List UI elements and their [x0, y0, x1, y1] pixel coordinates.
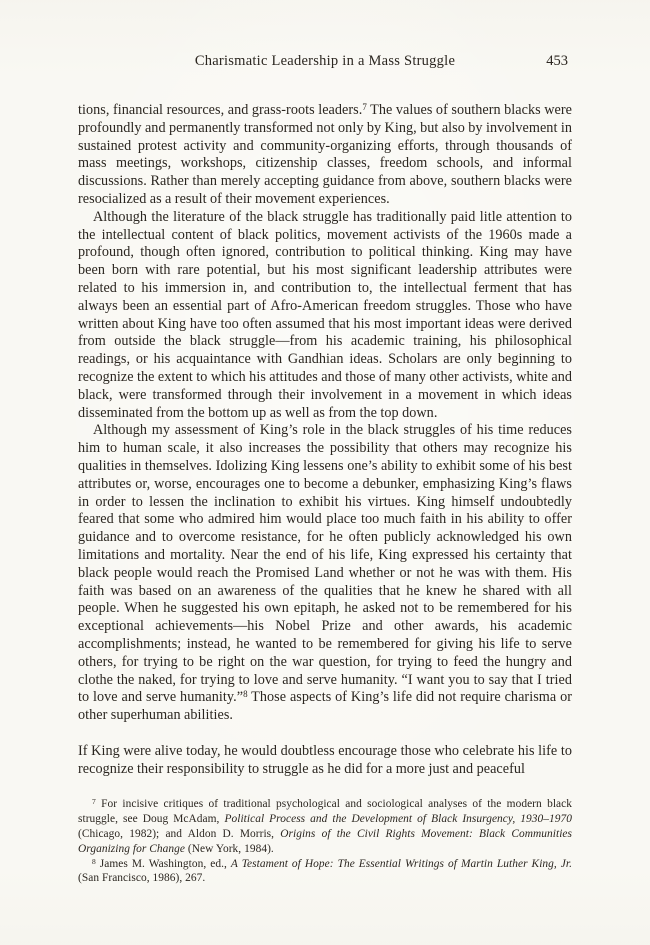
- paragraph: Although the literature of the black struggle has traditionally paid litle attention to the intellectual content of black politics, movement activists of the 1960s made a profound, though often ignored, contribution to political thinking. King may have been born with rare potential, but his most significant leadership attributes were related to his immersion in, and contribution to, the intellectual ferment that has always been an essential part of Afro-American freedom struggles. Those who have written about King have too often assumed that his most important ideas were derived from outside the black struggle—from his academic training, his philosophical readings, or his acquaintance with Gandhian ideas. Scholars are only beginning to recognize the extent to which his attitudes and those of many other activists, white and black, were transformed through their involvement in a movement in which ideas disseminated from the bottom up as well as from the top down.: [78, 208, 572, 421]
- article-body: [78, 102, 572, 778]
- footnote-text: For incisive critiques of traditional psychological and sociological analyses of the modern black struggle, see Doug McAdam,: [78, 798, 572, 826]
- footnote-text: (New York, 1984).: [184, 842, 274, 855]
- paragraph-text: Those aspects of King’s life did not require charisma or other superhuman abilities.: [78, 689, 572, 724]
- paragraph: [78, 422, 572, 725]
- paragraph-text: The values of southern blacks were profoundly and permanently transformed not only by King, but also by involvement in sustained protest activity and community-organizing efforts, through thousands of mass meetings, workshops, citizenship classes, freedom schools, and informal discussions. Rather than merely accepting guidance from above, southern blacks were resocialized as a result of their movement experiences.: [78, 102, 572, 207]
- footnote-7: [78, 797, 572, 856]
- book-title: A Testament of Hope: The Essential Writings of Martin Luther King, Jr.: [230, 857, 573, 870]
- footnote-ref-8: 8: [243, 689, 248, 700]
- footnote-ref-7: 7: [362, 102, 367, 112]
- book-title: Political Process and the Development of Black Insurgency, 1930–1970: [224, 813, 573, 826]
- running-title: Charismatic Leadership in a Mass Struggle: [194, 53, 456, 69]
- footnote-marker-7: 7: [92, 797, 96, 807]
- footnote-marker-8: 8: [92, 856, 96, 866]
- footnote-text: (San Francisco, 1986), 267.: [78, 872, 206, 885]
- footnote-text: (Chicago, 1982); and Aldon D. Morris,: [78, 828, 281, 841]
- page-number: 453: [546, 53, 568, 69]
- paragraph-text: Although my assessment of King’s role in the black struggles of his time reduces him to human scale, it also increases the possibility that others may recognize his qualities in themselves. Idolizing King lessens one’s ability to exhibit some of his best attributes or, worse, encourages one to become a debunker, emphasizing King’s flaws in order to lessen the inclination to exhibit his virtues. King himself undoubtedly feared that some who admired him would place too much faith in his ability to offer guidance and to overcome resistance, for he often publicly acknowledged his own limitations and mortality. Near the end of his life, King expressed his certainty that black people would reach the Promised Land whether or not he was with them. His faith was based on an awareness of the qualities that he knew he shared with all people. When he suggested his own epitaph, he asked not to be remembered for his exceptional achievements—his Nobel Prize and other awards, his academic accomplishments; instead, he wanted to be remembered for giving his life to serve others, for trying to be right on the war question, for trying to feed the hungry and clothe the naked, for trying to love and serve humanity. “I want you to say that I tried to love and serve humanity.”: [78, 422, 572, 706]
- footnotes-block: [78, 797, 572, 886]
- paragraph-continuation: [78, 102, 572, 209]
- paragraph-new-section: If King were alive today, he would doubtless encourage those who celebrate his life to recognize their responsibility to struggle as he did for a more just and peaceful: [78, 742, 572, 777]
- footnote-8: [78, 857, 572, 887]
- footnote-text: James M. Washington, ed.,: [95, 857, 231, 870]
- running-header: [78, 52, 572, 72]
- book-title: Origins of the Civil Rights Movement: Black Communities Organizing for Change: [78, 828, 572, 855]
- paragraph-text: tions, financial resources, and grass-roots leaders.: [78, 102, 363, 118]
